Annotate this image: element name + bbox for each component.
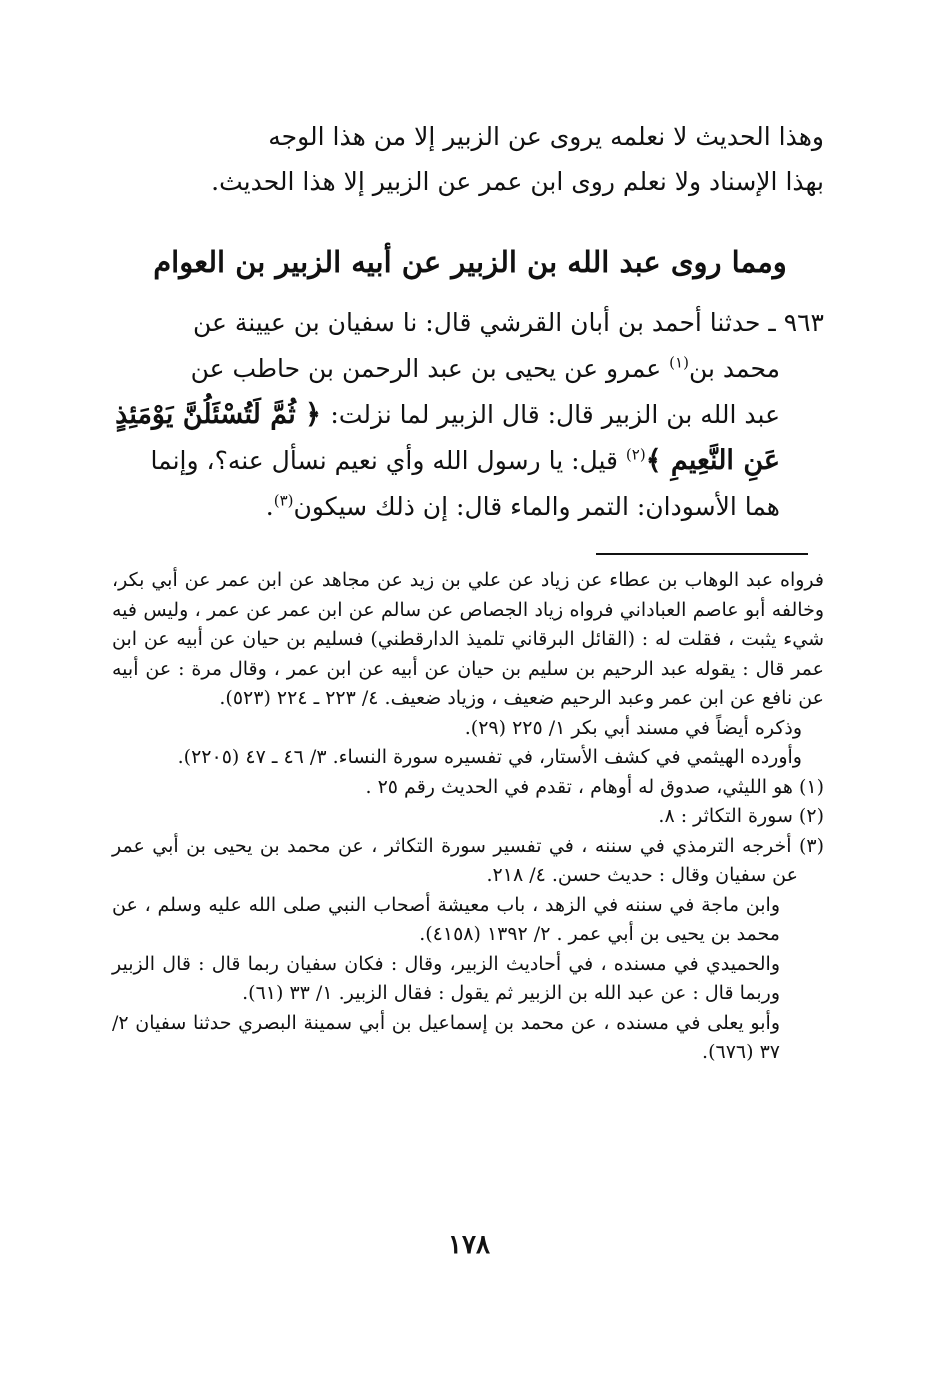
hadith-963 [112, 300, 824, 530]
footnote-paragraph: وأورده الهيثمي في كشف الأستار، في تفسيره سورة النساء. ٣/ ٤٦ ـ ٤٧ (٢٢٠٥). [177, 746, 802, 768]
hadith-line: ٩٦٣ ـ حدثنا أحمد بن أبان القرشي قال: نا سفيان بن عيينة عن [192, 308, 824, 337]
footnote-3-continued: وأبو يعلى في مسنده ، عن محمد بن إسماعيل بن أبي سمينة البصري حدثنا سفيان ٢/ ٣٧ (٦٧٦). [112, 1011, 780, 1063]
intro-paragraph [112, 114, 824, 204]
hadith-text: عمرو عن يحيى بن عبد الرحمن بن حاطب عن [190, 354, 670, 383]
intro-line: وهذا الحديث لا نعلمه يروى عن الزبير إلا من هذا الوجه [268, 122, 824, 151]
footnote-ref-3[interactable]: (٣) [273, 491, 294, 510]
page-number: ١٧٨ [448, 1230, 490, 1260]
footnote-1: (١) هو الليثي، صدوق له أوهام ، تقدم في الحديث رقم ٢٥ . [365, 775, 824, 798]
hadith-line [112, 438, 824, 484]
hadith-text: عبد الله بن الزبير قال: قال الزبير لما نزلت: [330, 400, 780, 429]
hadith-line [112, 484, 824, 530]
footnote-paragraph: وذكره أيضاً في مسند أبي بكر ١/ ٢٢٥ (٢٩). [464, 716, 802, 739]
footnote-3-continued: وابن ماجة في سننه في الزهد ، باب معيشة أصحاب النبي صلى الله عليه وسلم ، عن محمد بن يحيى بن أبي عمر . ٢/ ١٣٩٢ (٤١٥٨). [112, 893, 780, 945]
hadith-text: هما الأسودان: التمر والماء قال: إن ذلك سيكون [293, 492, 780, 521]
footnote-3-continued: والحميدي في مسنده ، في أحاديث الزبير، وقال : فكان سفيان ربما قال : قال الزبير وربما قال : عن عبد الله بن الزبير ثم يقول : فقال الزبير. ١/ ٣٣ (٦١). [112, 952, 781, 1004]
quran-verse: عَنِ النَّعِيمِ ﴾ [645, 445, 780, 476]
section-heading: ومما روى عبد الله بن الزبير عن أبيه الزبير بن العوام [153, 245, 787, 279]
footnote-ref-2[interactable]: (٢) [625, 445, 646, 464]
hadith-line [112, 392, 824, 438]
footnote-paragraph: فرواه عبد الوهاب بن عطاء عن زياد عن علي بن زيد عن مجاهد عن ابن عمر عن أبي بكر، وخالفه أبو عاصم العباداني فرواه زياد الجصاص عن سالم عن ابن عمر عن عمر ، وليس فيه شيء يثبت ، فقلت له : (القائل البرقاني تلميذ الدارقطني) فسليم بن حيان عن أبيه عن ابن عمر قال : يقوله عبد الرحيم بن سليم بن حيان عن أبيه عن ابن عمر ، وقال مرة : عن أبيه عن نافع عن ابن عمر وعبد الرحيم ضعيف ، وزياد ضعيف. ٤/ ٢٢٣ ـ ٢٢٤ (٥٢٣). [112, 569, 824, 709]
hadith-line [112, 346, 824, 392]
hadith-text: قيل: يا رسول الله وأي نعيم نسأل عنه؟، وإنما [150, 446, 626, 475]
hadith-text: . [265, 492, 274, 521]
intro-line: بهذا الإسناد ولا نعلم روى ابن عمر عن الزبير إلا هذا الحديث. [211, 167, 824, 196]
footnote-2: (٢) سورة التكاثر : ٨. [658, 805, 824, 827]
footnote-ref-1[interactable]: (١) [669, 353, 689, 372]
footnote-divider [596, 553, 808, 555]
footnote-3: (٣) أخرجه الترمذي في سننه ، في تفسير سورة التكاثر ، عن محمد بن يحيى بن أبي عمر عن سفيان وقال : حديث حسن. ٤/ ٢١٨. [112, 834, 824, 886]
footnotes [112, 566, 824, 1068]
hadith-text: محمد بن [688, 354, 780, 383]
quran-verse: ﴿ ثُمَّ لَتُسْئَلُنَّ يَوْمَئِذٍ [115, 399, 331, 430]
